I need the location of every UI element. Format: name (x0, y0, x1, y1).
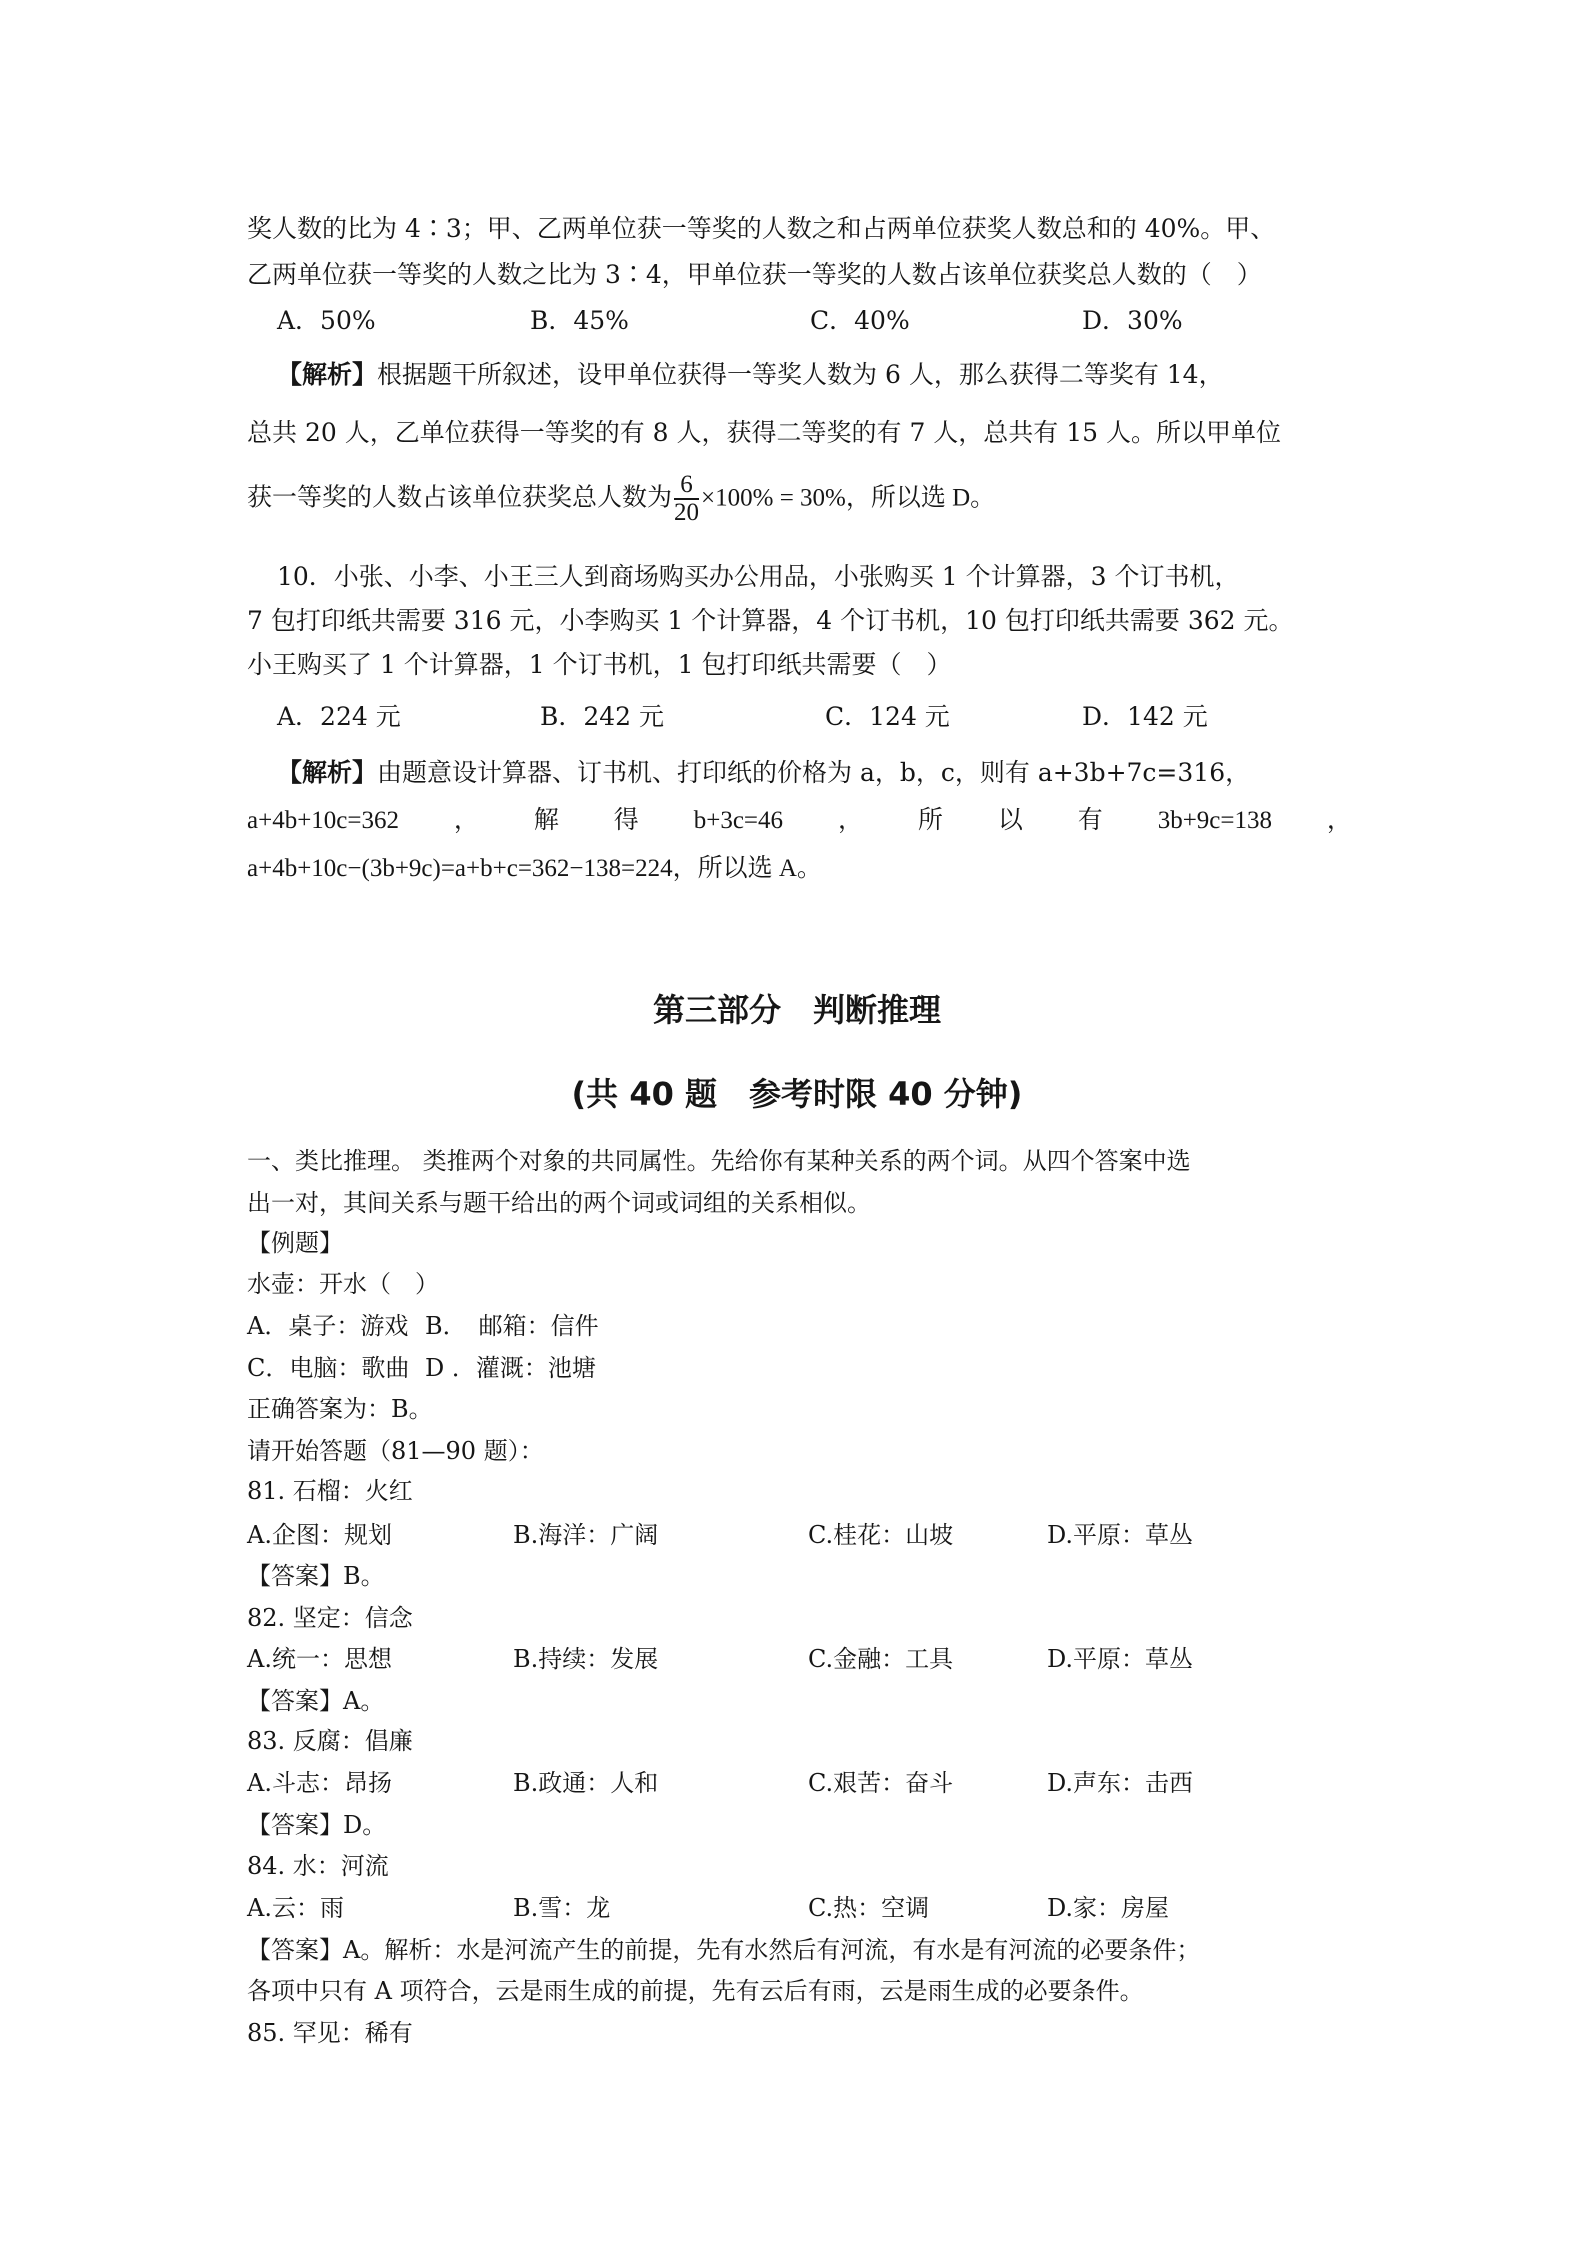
example-option-d: D ．灌溉：池塘 (425, 1354, 596, 1382)
question-stem: 85. 罕见：稀有 (247, 2019, 413, 2047)
fraction-numerator: 6 (674, 472, 699, 500)
example-answer: 正确答案为：B。 (247, 1395, 433, 1423)
q9-analysis-line-1 (277, 360, 1224, 390)
q9-option-d: D．30% (1082, 306, 1183, 335)
question-stem: 83. 反腐：倡廉 (247, 1727, 413, 1755)
option-a: A.统一：思想 (247, 1645, 392, 1673)
analysis-label: 【解析】 (277, 758, 378, 787)
option-d: D.家：房屋 (1047, 1894, 1170, 1922)
fraction-denominator: 20 (674, 499, 700, 526)
analysis-text: 根据题干所叙述，设甲单位获得一等奖人数为 6 人，那么获得二等奖有 14， (377, 360, 1224, 389)
q9-options (0, 306, 1594, 336)
word: 所 (917, 807, 943, 834)
question-stem: 84. 水：河流 (247, 1852, 389, 1880)
section-title: 第三部分 判断推理 (652, 991, 941, 1029)
word: 解 (533, 807, 559, 834)
answer: 【答案】D。 (247, 1811, 387, 1839)
option-c: C.艰苦：奋斗 (808, 1769, 954, 1797)
question-stem: 82. 坚定：信念 (247, 1604, 413, 1632)
formula: 3b+9c=138 (1157, 807, 1272, 834)
option-a: A.斗志：昂扬 (247, 1769, 392, 1797)
word: 以 (997, 807, 1023, 834)
answer: 【答案】A。解析：水是河流产生的前提，先有水然后有河流，有水是有河流的必要条件； (247, 1936, 1201, 1964)
q9-analysis-line-2: 总共 20 人，乙单位获得一等奖的有 8 人，获得二等奖的有 7 人，总共有 15 人。所以甲单位 (247, 418, 1282, 447)
q10-option-b: B．242 元 (540, 702, 665, 731)
option-c: C.热：空调 (808, 1894, 930, 1922)
option-d: D.平原：草丛 (1047, 1521, 1194, 1549)
answer: 【答案】B。 (247, 1562, 385, 1590)
analysis-formula: ×100% = 30%，所以选 D。 (701, 484, 996, 512)
option-c: C.桂花：山坡 (808, 1521, 954, 1549)
punct: ， (837, 807, 863, 834)
option-a: A.企图：规划 (247, 1521, 392, 1549)
q10-line-3: 小王购买了 1 个计算器，1 个订书机，1 包打印纸共需要（ ） (247, 650, 952, 679)
answer-continued: 各项中只有 A 项符合，云是雨生成的前提，先有云后有雨，云是雨生成的必要条件。 (247, 1977, 1144, 2005)
option-d: D.声东：击西 (1047, 1769, 1194, 1797)
q9-option-b: B．45% (530, 306, 629, 335)
formula: a+4b+10c=362 (247, 807, 399, 834)
example-option-c: C．电脑：歌曲 (247, 1354, 410, 1382)
analysis-label: 【解析】 (277, 360, 378, 389)
intro-line-1: 一、类比推理。 类推两个对象的共同属性。先给你有某种关系的两个词。从四个答案中选 (247, 1147, 1191, 1175)
intro-line-2: 出一对，其间关系与题干给出的两个词或词组的关系相似。 (247, 1189, 871, 1217)
formula: b+3c=46 (693, 807, 784, 834)
word: 得 (613, 807, 639, 834)
analysis-text: 获一等奖的人数占该单位获奖总人数为 (247, 482, 673, 512)
option-b: B.政通：人和 (513, 1769, 659, 1797)
q10-options (0, 702, 1594, 732)
q10-line-1: 10．小张、小李、小王三人到商场购买办公用品，小张购买 1 个计算器，3 个订书机， (277, 562, 1240, 591)
example-option-b: B． 邮箱：信件 (425, 1312, 599, 1340)
punct: ， (1326, 807, 1352, 834)
fraction (674, 472, 699, 526)
option-c: C.金融：工具 (808, 1645, 954, 1673)
section-subtitle: (共 40 题 参考时限 40 分钟) (571, 1075, 1023, 1113)
q9-line-2: 乙两单位获一等奖的人数之比为 3∶4，甲单位获一等奖的人数占该单位获奖总人数的（ ） (247, 260, 1262, 289)
start-instruction: 请开始答题（81—90 题）： (247, 1437, 544, 1465)
analysis-text: 由题意设计算器、订书机、打印纸的价格为 a，b，c，则有 a+3b+7c=316， (377, 758, 1251, 787)
example-label: 【例题】 (247, 1229, 343, 1257)
q10-analysis-line-3: a+4b+10c−(3b+9c)=a+b+c=362−138=224，所以选 A。 (247, 855, 822, 882)
question-stem: 81. 石榴：火红 (247, 1477, 413, 1505)
q10-analysis-line-1 (277, 758, 1250, 788)
q10-analysis-line-2 (247, 806, 1352, 836)
option-b: B.海洋：广阔 (513, 1521, 659, 1549)
option-b: B.雪：龙 (513, 1894, 611, 1922)
option-b: B.持续：发展 (513, 1645, 659, 1673)
word: 有 (1077, 807, 1103, 834)
example-stem: 水壶：开水（ ） (247, 1270, 439, 1298)
option-d: D.平原：草丛 (1047, 1645, 1194, 1673)
q10-line-2: 7 包打印纸共需要 316 元，小李购买 1 个计算器，4 个订书机，10 包打印纸共需要 362 元。 (247, 606, 1294, 635)
q10-option-c: C．124 元 (825, 702, 950, 731)
option-a: A.云：雨 (247, 1894, 344, 1922)
answer: 【答案】A。 (247, 1687, 385, 1715)
q9-option-a: A．50% (277, 306, 376, 335)
q10-option-a: A．224 元 (277, 702, 401, 731)
punct: ， (453, 807, 479, 834)
q9-analysis-line-3 (247, 472, 995, 526)
q10-option-d: D．142 元 (1082, 702, 1208, 731)
example-option-a: A．桌子：游戏 (247, 1312, 409, 1340)
q9-option-c: C．40% (810, 306, 910, 335)
q9-line-1: 奖人数的比为 4∶3；甲、乙两单位获一等奖的人数之和占两单位获奖人数总和的 40%。甲、 (247, 214, 1276, 243)
